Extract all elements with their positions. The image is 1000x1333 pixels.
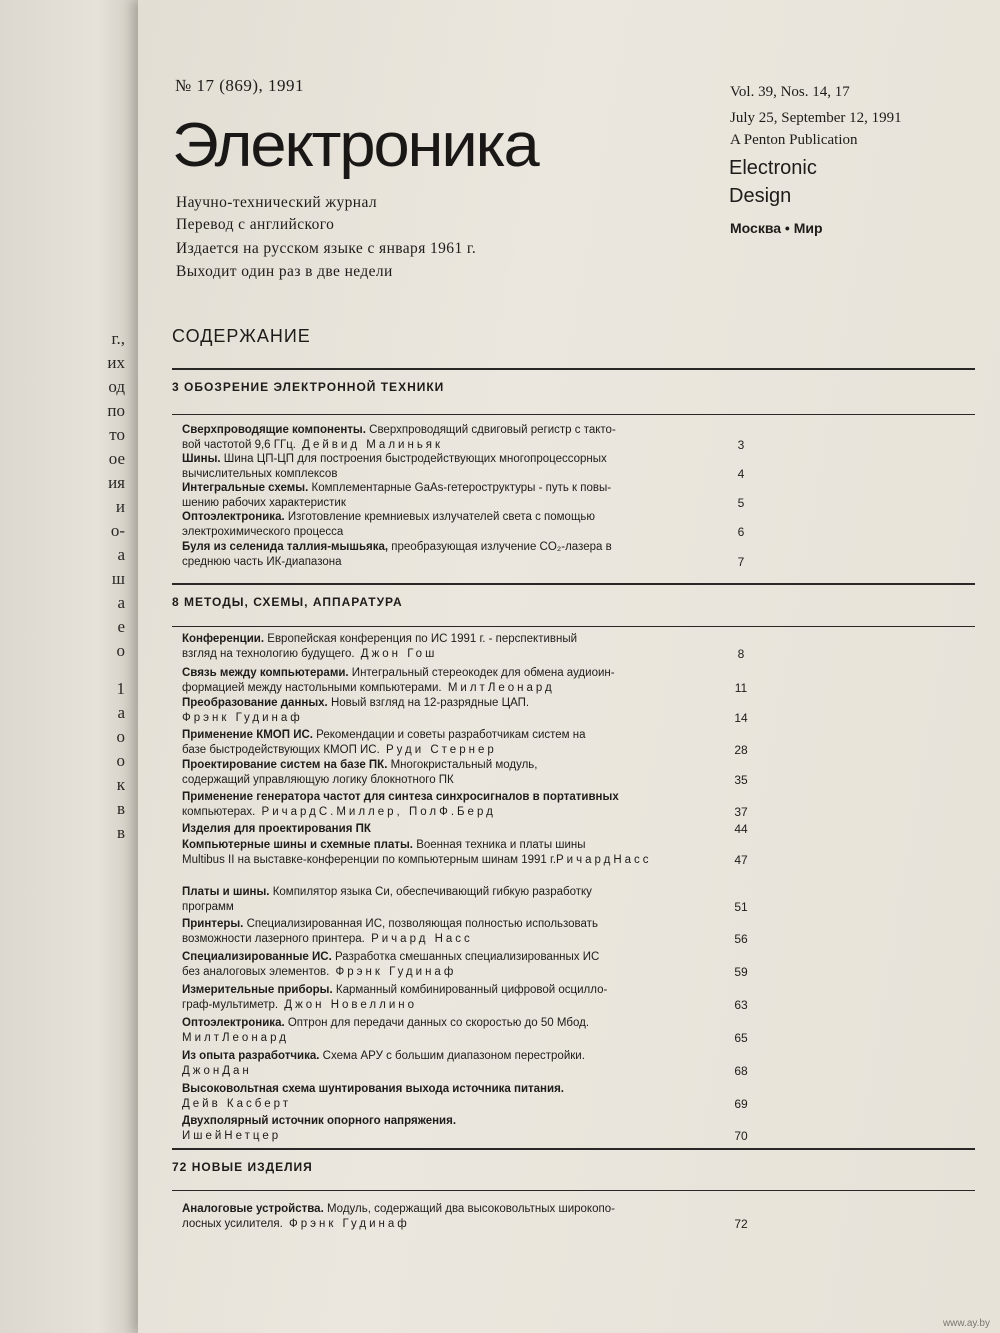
section-subrule <box>172 626 975 627</box>
entry-author: Фрэнк Гудинаф <box>329 965 457 978</box>
entry-text: Новый взгляд на 12-разрядные ЦАП. <box>327 697 530 709</box>
entry-author: Джон Новеллино <box>278 998 417 1011</box>
left-page-fragment: ое <box>108 449 125 468</box>
left-page-edge <box>0 0 140 1333</box>
entry-page-number: 72 <box>734 1217 748 1231</box>
left-page-fragment: а <box>117 545 125 564</box>
left-page-fragment: по <box>107 401 125 420</box>
left-page-fragment: о <box>116 751 125 770</box>
entry-lead: Компьютерные шины и схемные платы. <box>182 839 413 851</box>
entry-page-number: 11 <box>734 681 748 695</box>
entry-page-number: 37 <box>734 805 748 819</box>
entry-text: базе быстродействующих КМОП ИС. <box>182 743 380 756</box>
entry-text: вычислительных комплексов <box>182 467 338 480</box>
entry-text: без аналоговых элементов. <box>182 965 330 978</box>
entry-lead: Высоковольтная схема шунтирования выхода источника питания. <box>182 1083 564 1095</box>
entry-page-number: 3 <box>737 438 745 452</box>
entry-page-number: 65 <box>734 1031 748 1045</box>
section-title: ОБОЗРЕНИЕ ЭЛЕКТРОННОЙ ТЕХНИКИ <box>179 380 445 394</box>
entry-lead: Проектирование систем на базе ПК. <box>182 759 388 771</box>
toc-entry <box>182 917 682 946</box>
entry-page-number: 28 <box>734 743 748 757</box>
entry-text: Компилятор языка Си, обеспечивающий гибкую разработку <box>269 886 592 898</box>
toc-entry <box>182 950 682 979</box>
entry-page-number: 5 <box>737 496 745 510</box>
toc-entry <box>182 728 682 757</box>
toc-entry <box>182 452 682 481</box>
section-rule <box>172 368 975 370</box>
entry-text: взгляд на технологию будущего. <box>182 647 355 660</box>
section-page-number: 8 <box>172 595 180 609</box>
left-page-fragment: в <box>116 823 125 842</box>
left-page-text-fragments <box>95 327 125 845</box>
watermark: www.ay.by <box>942 1318 990 1329</box>
toc-entry <box>182 1202 682 1231</box>
toc-heading: СОДЕРЖАНИЕ <box>172 326 311 346</box>
entry-text: среднюю часть ИК-диапазона <box>182 555 342 568</box>
toc-entry <box>182 423 682 452</box>
entry-text: лосных усилителя. <box>182 1217 283 1230</box>
entry-text: преобразующая излучение CO₂-лазера в <box>388 541 612 553</box>
entry-author: МилтЛеонард <box>441 681 555 694</box>
entry-text: программ <box>182 900 234 913</box>
entry-page-number: 47 <box>734 853 748 867</box>
entry-author: Руди Стернер <box>379 743 497 756</box>
left-page-fragment: г., <box>111 329 125 348</box>
entry-lead: Из опыта разработчика. <box>182 1050 320 1062</box>
entry-page-number: 70 <box>734 1129 748 1143</box>
entry-text: шению рабочих характеристик <box>182 496 346 509</box>
toc-entry <box>182 838 682 867</box>
entry-page-number: 51 <box>734 900 748 914</box>
publisher-name: A Penton Publication <box>730 132 858 148</box>
entry-author: Ричард Насс <box>364 932 473 945</box>
entry-lead: Буля из селенида таллия-мышьяка, <box>182 541 389 553</box>
toc-entry <box>182 1082 682 1111</box>
entry-page-number: 68 <box>734 1064 748 1078</box>
entry-lead: Интегральные схемы. <box>182 482 309 494</box>
entry-page-number: 8 <box>737 647 745 661</box>
entry-author: РичардС.Миллер, ПолФ.Берд <box>255 805 496 818</box>
entry-lead: Шины. <box>182 453 221 465</box>
entry-lead: Связь между компьютерами. <box>182 667 349 679</box>
left-page-fragment: то <box>109 425 125 444</box>
entry-text: Сверхпроводящий сдвиговый регистр с такто- <box>365 424 616 436</box>
entry-page-number: 7 <box>737 555 745 569</box>
entry-text: Европейская конференция по ИС 1991 г. - перспективный <box>264 633 578 645</box>
section-subrule <box>172 1190 975 1191</box>
left-page-fragment: 1 <box>116 679 125 698</box>
entry-text: Схема АРУ с большим диапазоном перестройки. <box>319 1050 585 1062</box>
left-page-fragment: ия <box>108 473 125 492</box>
issue-number: № 17 (869), 1991 <box>175 76 305 95</box>
toc-entry <box>182 758 682 787</box>
magazine-title: Электроника <box>172 111 538 180</box>
entry-author: Фрэнк Гудинаф <box>282 1217 410 1230</box>
left-page-fragment: в <box>116 799 125 818</box>
entry-text: Шина ЦП-ЦП для построения быстродействующих многопроцессорных <box>220 453 607 465</box>
entry-author: ИшейНетцер <box>182 1129 282 1142</box>
subtitle-line: Издается на русском языке с января 1961 г. <box>176 240 477 257</box>
entry-text: Оптрон для передачи данных со скоростью до 50 Мбод. <box>284 1017 590 1029</box>
entry-text: Модуль, содержащий два высоковольтных широкопо- <box>323 1203 615 1215</box>
original-title-line1: Electronic <box>729 157 817 179</box>
left-page-fragment: о <box>116 727 125 746</box>
entry-page-number: 69 <box>734 1097 748 1111</box>
entry-lead: Изделия для проектирования ПК <box>182 823 371 835</box>
entry-lead: Применение КМОП ИС. <box>182 729 313 741</box>
entry-text: Рекомендации и советы разработчикам систем на <box>312 729 586 741</box>
entry-lead: Сверхпроводящие компоненты. <box>182 424 366 436</box>
entry-lead: Аналоговые устройства. <box>182 1203 324 1215</box>
subtitle-line: Выходит один раз в две недели <box>176 263 393 280</box>
toc-entry <box>182 481 682 510</box>
entry-text: Изготовление кремниевых излучателей света с помощью <box>284 511 596 523</box>
left-page-fragment: ш <box>111 569 125 588</box>
toc-entry <box>182 540 682 569</box>
publisher-ru: Мир <box>793 220 823 236</box>
section-heading <box>172 1160 313 1174</box>
entry-text: Карманный комбинированный цифровой осцилло- <box>332 984 608 996</box>
entry-author: МилтЛеонард <box>182 1031 289 1044</box>
entry-author: Джон Гош <box>354 647 438 660</box>
entry-lead: Платы и шины. <box>182 886 270 898</box>
section-heading <box>172 380 444 394</box>
entry-author: Дейвид Малиньяк <box>295 438 444 451</box>
entry-text: содержащий управляющую логику блокнотного ПК <box>182 773 454 786</box>
entry-text: формацией между настольными компьютерами. <box>182 681 442 694</box>
entry-lead: Применение генератора частот для синтеза синхросигналов в портативных <box>182 791 619 803</box>
toc-entry <box>182 666 682 695</box>
entry-page-number: 35 <box>734 773 748 787</box>
left-page-fragment: и <box>115 497 125 516</box>
entry-author: РичардНасс <box>556 853 652 866</box>
section-title: НОВЫЕ ИЗДЕЛИЯ <box>187 1160 313 1174</box>
entry-text: Комплементарные GaAs-гетероструктуры - путь к повы- <box>308 482 612 494</box>
entry-lead: Принтеры. <box>182 918 244 930</box>
left-page-fragment: их <box>107 353 125 372</box>
entry-text: граф-мультиметр. <box>182 998 279 1011</box>
entry-lead: Преобразование данных. <box>182 697 328 709</box>
publisher-city-line <box>730 220 823 236</box>
toc-entry <box>182 1114 682 1143</box>
left-page-fragment: о <box>116 641 125 660</box>
entry-author: ДжонДан <box>182 1064 252 1077</box>
entry-text: Специализированная ИС, позволяющая полностью использовать <box>243 918 598 930</box>
entry-text: Multibus II на выставке-конференции по компьютерным шинам 1991 г. <box>182 853 557 866</box>
entry-lead: Оптоэлектроника. <box>182 1017 285 1029</box>
entry-page-number: 6 <box>737 525 745 539</box>
toc-entry <box>182 983 682 1012</box>
entry-text: компьютерах. <box>182 805 256 818</box>
entry-lead: Измерительные приборы. <box>182 984 333 996</box>
left-page-fragment: к <box>116 775 125 794</box>
entry-lead: Двухполярный источник опорного напряжения. <box>182 1115 457 1127</box>
toc-entry <box>182 696 682 725</box>
entry-author: Дейв Касберт <box>182 1097 292 1110</box>
section-rule <box>172 1148 975 1150</box>
subtitle-line: Научно-технический журнал <box>176 194 378 211</box>
entry-page-number: 63 <box>734 998 748 1012</box>
toc-entry <box>182 822 682 837</box>
entry-page-number: 14 <box>734 711 748 725</box>
section-page-number: 3 <box>172 380 180 394</box>
original-title-line2: Design <box>729 185 792 207</box>
toc-entry <box>182 1049 682 1078</box>
entry-lead: Оптоэлектроника. <box>182 511 285 523</box>
entry-text: Многокристальный модуль, <box>387 759 538 771</box>
toc-entry <box>182 790 682 819</box>
left-page-fragment: од <box>108 377 125 396</box>
section-title: МЕТОДЫ, СХЕМЫ, АППАРАТУРА <box>179 595 403 609</box>
entry-author: Фрэнк Гудинаф <box>182 711 303 724</box>
entry-page-number: 59 <box>734 965 748 979</box>
section-heading <box>172 595 403 609</box>
left-page-fragment: е <box>117 617 125 636</box>
entry-text: возможности лазерного принтера. <box>182 932 365 945</box>
entry-text: Разработка смешанных специализированных ИС <box>331 951 600 963</box>
volume-info: Vol. 39, Nos. 14, 17 <box>730 84 850 100</box>
section-subrule <box>172 414 975 415</box>
entry-lead: Специализированные ИС. <box>182 951 332 963</box>
left-page-fragment: а <box>117 703 125 722</box>
toc-entry <box>182 632 682 661</box>
entry-text: Интегральный стереокодек для обмена аудиоин- <box>348 667 615 679</box>
section-page-number: 72 <box>172 1160 188 1174</box>
city: Москва <box>730 220 782 236</box>
entry-lead: Конференции. <box>182 633 265 645</box>
entry-page-number: 56 <box>734 932 748 946</box>
entry-page-number: 4 <box>737 467 745 481</box>
left-page-fragment: а <box>117 593 125 612</box>
toc-entry <box>182 510 682 539</box>
toc-entry <box>182 885 682 914</box>
entry-text: Военная техника и платы шины <box>413 839 586 851</box>
section-rule <box>172 583 975 585</box>
entry-text: электрохимического процесса <box>182 525 344 538</box>
issue-dates: July 25, September 12, 1991 <box>730 110 902 126</box>
toc-entry <box>182 1016 682 1045</box>
entry-page-number: 44 <box>734 822 748 836</box>
entry-text: вой частотой 9,6 ГГц. <box>182 438 296 451</box>
left-page-fragment: о- <box>110 521 125 540</box>
separator-dot: • <box>784 220 790 236</box>
subtitle-line: Перевод с английского <box>176 216 335 233</box>
